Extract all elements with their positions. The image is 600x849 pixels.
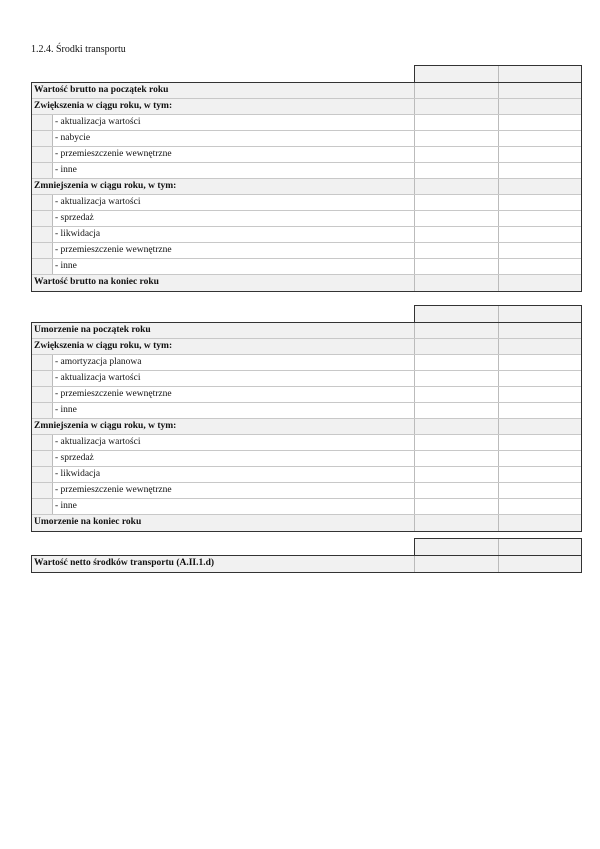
row-label: [32, 435, 415, 450]
value-cell[interactable]: [415, 195, 499, 210]
value-cell[interactable]: [499, 147, 582, 162]
indent-cell: [32, 467, 53, 482]
row-label: [32, 211, 415, 226]
indent-cell: [32, 195, 53, 210]
table-row: [32, 499, 581, 515]
table-row: [32, 179, 581, 195]
indent-cell: [32, 371, 53, 386]
row-label-text: - aktualizacja wartości: [55, 117, 141, 127]
value-cell[interactable]: [499, 259, 582, 274]
value-cell[interactable]: [499, 419, 582, 434]
value-cell[interactable]: [499, 211, 582, 226]
value-cell[interactable]: [499, 371, 582, 386]
value-cell[interactable]: [499, 556, 582, 572]
table-header: [31, 305, 582, 322]
value-cell[interactable]: [415, 467, 499, 482]
value-cell[interactable]: [415, 339, 499, 354]
row-label: [32, 115, 415, 130]
row-label-text: - inne: [55, 405, 77, 415]
indent-cell: [32, 147, 53, 162]
indent-cell: [32, 355, 53, 370]
row-label-text: - likwidacja: [55, 229, 101, 239]
table-row: [32, 419, 581, 435]
table-row: [32, 483, 581, 499]
value-cell[interactable]: [415, 515, 499, 531]
row-label-text: - przemieszczenie wewnętrzne: [55, 149, 172, 159]
table-row: [32, 147, 581, 163]
value-cell[interactable]: [415, 451, 499, 466]
value-cell[interactable]: [415, 259, 499, 274]
value-cell[interactable]: [499, 227, 582, 242]
value-cell[interactable]: [499, 131, 582, 146]
value-cell[interactable]: [415, 435, 499, 450]
row-label-text: - aktualizacja wartości: [55, 437, 141, 447]
table-row: [32, 115, 581, 131]
indent-cell: [32, 435, 53, 450]
table-row: [32, 371, 581, 387]
table-header: [31, 65, 582, 82]
value-cell[interactable]: [415, 371, 499, 386]
table-row: [32, 355, 581, 371]
table-row: [32, 403, 581, 419]
row-label: Wartość netto środków transportu (A.II.1.d): [32, 556, 415, 572]
row-label: [32, 467, 415, 482]
table-row: [32, 556, 581, 572]
header-cell-1: [415, 306, 499, 322]
row-label-text: - przemieszczenie wewnętrzne: [55, 245, 172, 255]
value-cell[interactable]: [499, 99, 582, 114]
row-label: [32, 147, 415, 162]
row-label: Umorzenie na początek roku: [32, 323, 415, 338]
indent-cell: [32, 483, 53, 498]
table-row: [32, 515, 581, 531]
value-cell[interactable]: [415, 179, 499, 194]
value-cell[interactable]: [415, 131, 499, 146]
table-row: [32, 387, 581, 403]
row-label: [32, 371, 415, 386]
row-label-text: - sprzedaż: [55, 213, 94, 223]
value-cell[interactable]: [415, 387, 499, 402]
value-cell[interactable]: [499, 323, 582, 338]
value-cell[interactable]: [415, 499, 499, 514]
table-row: [32, 467, 581, 483]
value-cell[interactable]: [499, 451, 582, 466]
section-title: 1.2.4. Środki transportu: [31, 44, 126, 55]
indent-cell: [32, 211, 53, 226]
row-label: [32, 259, 415, 274]
value-cell[interactable]: [415, 483, 499, 498]
header-cell-2: [499, 66, 582, 82]
indent-cell: [32, 131, 53, 146]
value-cell[interactable]: [499, 499, 582, 514]
row-label: Umorzenie na koniec roku: [32, 515, 415, 531]
indent-cell: [32, 499, 53, 514]
value-cell[interactable]: [499, 467, 582, 482]
value-cell[interactable]: [499, 163, 582, 178]
row-label: [32, 163, 415, 178]
row-label: Zwiększenia w ciągu roku, w tym:: [32, 339, 415, 354]
table-umorzenie: [31, 305, 582, 532]
table-row: [32, 211, 581, 227]
table-netto: [31, 538, 582, 573]
row-label: [32, 227, 415, 242]
value-cell[interactable]: [415, 227, 499, 242]
row-label-text: - nabycie: [55, 133, 91, 143]
row-label-text: - inne: [55, 165, 77, 175]
value-cell[interactable]: [415, 211, 499, 226]
value-cell[interactable]: [499, 355, 582, 370]
header-cell-1: [415, 66, 499, 82]
value-cell[interactable]: [499, 435, 582, 450]
table-row: [32, 99, 581, 115]
header-cell-1: [415, 539, 499, 555]
value-cell[interactable]: [415, 355, 499, 370]
indent-cell: [32, 163, 53, 178]
value-cell[interactable]: [415, 323, 499, 338]
row-label: [32, 483, 415, 498]
indent-cell: [32, 227, 53, 242]
header-cell-2: [499, 539, 582, 555]
value-cell[interactable]: [415, 243, 499, 258]
row-label: [32, 387, 415, 402]
table-header: [31, 538, 582, 555]
value-cell[interactable]: [415, 83, 499, 98]
row-label: [32, 451, 415, 466]
value-cell[interactable]: [499, 83, 582, 98]
value-cell[interactable]: [499, 179, 582, 194]
row-label-text: - aktualizacja wartości: [55, 373, 141, 383]
value-cell[interactable]: [415, 403, 499, 418]
indent-cell: [32, 115, 53, 130]
row-label: [32, 403, 415, 418]
row-label-text: - amortyzacja planowa: [55, 357, 142, 367]
table-row: [32, 435, 581, 451]
row-label: Zmniejszenia w ciągu roku, w tym:: [32, 179, 415, 194]
value-cell[interactable]: [415, 275, 499, 291]
value-cell[interactable]: [499, 515, 582, 531]
row-label-text: - inne: [55, 261, 77, 271]
value-cell[interactable]: [499, 275, 582, 291]
table-row: [32, 323, 581, 339]
table-body: [31, 322, 582, 532]
table-row: [32, 83, 581, 99]
indent-cell: [32, 387, 53, 402]
value-cell[interactable]: [415, 115, 499, 130]
value-cell[interactable]: [415, 556, 499, 572]
value-cell[interactable]: [415, 99, 499, 114]
table-row: [32, 275, 581, 291]
header-cell-2: [499, 306, 582, 322]
table-body: [31, 82, 582, 292]
row-label-text: - inne: [55, 501, 77, 511]
value-cell[interactable]: [415, 419, 499, 434]
row-label: [32, 355, 415, 370]
row-label: [32, 243, 415, 258]
table-row: [32, 163, 581, 179]
row-label-text: - przemieszczenie wewnętrzne: [55, 485, 172, 495]
value-cell[interactable]: [499, 195, 582, 210]
value-cell[interactable]: [499, 115, 582, 130]
value-cell[interactable]: [499, 339, 582, 354]
table-row: [32, 451, 581, 467]
row-label: Wartość brutto na początek roku: [32, 83, 415, 98]
row-label: Zwiększenia w ciągu roku, w tym:: [32, 99, 415, 114]
table-row: [32, 243, 581, 259]
row-label: [32, 195, 415, 210]
table-row: [32, 131, 581, 147]
table-row: [32, 259, 581, 275]
table-row: [32, 227, 581, 243]
row-label: Wartość brutto na koniec roku: [32, 275, 415, 291]
row-label: [32, 499, 415, 514]
value-cell[interactable]: [415, 163, 499, 178]
row-label-text: - likwidacja: [55, 469, 101, 479]
indent-cell: [32, 259, 53, 274]
row-label: Zmniejszenia w ciągu roku, w tym:: [32, 419, 415, 434]
value-cell[interactable]: [499, 387, 582, 402]
row-label-text: - przemieszczenie wewnętrzne: [55, 389, 172, 399]
indent-cell: [32, 403, 53, 418]
indent-cell: [32, 243, 53, 258]
value-cell[interactable]: [499, 403, 582, 418]
table-brutto: [31, 65, 582, 292]
value-cell[interactable]: [499, 243, 582, 258]
indent-cell: [32, 451, 53, 466]
row-label-text: - sprzedaż: [55, 453, 94, 463]
table-row: [32, 339, 581, 355]
row-label-text: - aktualizacja wartości: [55, 197, 141, 207]
table-body: [31, 555, 582, 573]
row-label: [32, 131, 415, 146]
table-row: [32, 195, 581, 211]
value-cell[interactable]: [499, 483, 582, 498]
value-cell[interactable]: [415, 147, 499, 162]
